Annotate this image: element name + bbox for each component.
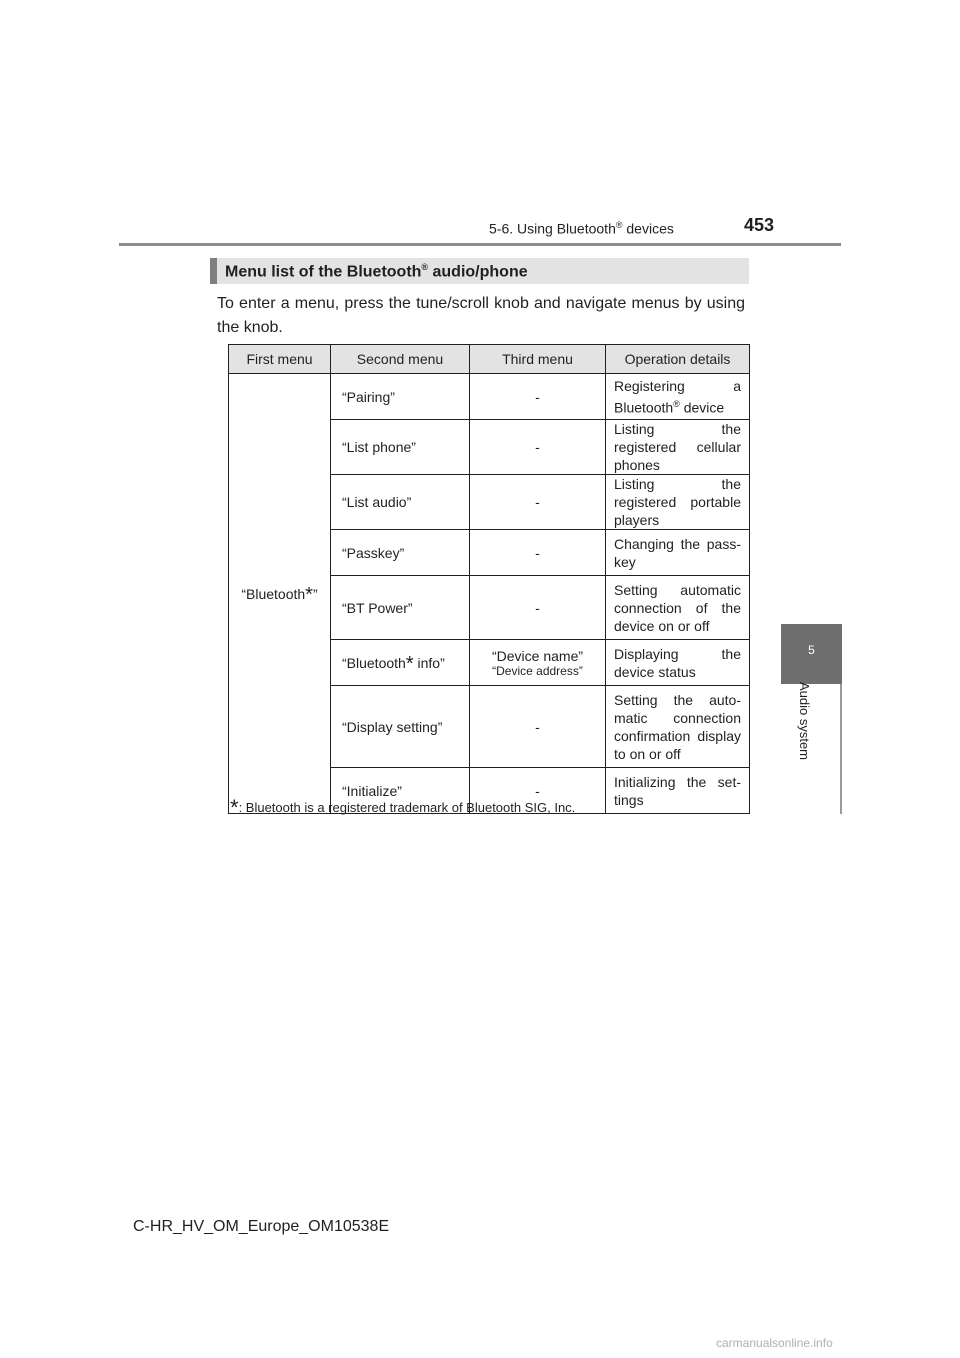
third-menu-cell: - <box>470 530 606 576</box>
chapter-tab-line <box>840 684 842 814</box>
header-third-menu: Third menu <box>470 345 606 374</box>
device-name-label: “Device name” <box>491 647 584 664</box>
details-cell: Displaying the device status <box>606 640 750 686</box>
third-menu-cell <box>470 640 606 686</box>
first-menu-cell: “Bluetooth*” <box>229 374 331 814</box>
third-menu-cell: - <box>470 374 606 420</box>
second-menu-cell: “Passkey” <box>331 530 470 576</box>
footnote: *: Bluetooth is a registered trademark of Bluetooth SIG, Inc. <box>230 795 576 820</box>
page-number: 453 <box>743 215 774 235</box>
chapter-label: Audio system <box>797 681 812 761</box>
second-menu-cell: “BT Power” <box>331 576 470 640</box>
header-operation-details: Operation details <box>606 345 750 374</box>
third-menu-cell: - <box>470 475 606 530</box>
header-second-menu: Second menu <box>331 345 470 374</box>
details-cell: Listing the registered portable players <box>606 475 750 530</box>
second-menu-cell: “List audio” <box>331 475 470 530</box>
details-cell: Initializing the set-tings <box>606 768 750 814</box>
third-menu-cell: - <box>470 576 606 640</box>
chapter-number: 5 <box>808 643 815 657</box>
details-cell: Setting the auto-matic connection confirmation display to on or off <box>606 686 750 768</box>
header-rule <box>119 243 841 246</box>
header-section-title: 5-6. Using Bluetooth® devices <box>489 220 674 237</box>
section-title: Menu list of the Bluetooth® audio/phone <box>225 262 528 281</box>
details-cell: Listing the registered cellular phones <box>606 420 750 475</box>
details-cell: Changing the pass-key <box>606 530 750 576</box>
second-menu-cell: “Pairing” <box>331 374 470 420</box>
details-cell: Registering a Bluetooth® device <box>606 374 750 420</box>
intro-paragraph: To enter a menu, press the tune/scroll knob and navigate menus by using the knob. <box>217 295 745 336</box>
table-header-row <box>229 345 750 374</box>
second-menu-cell: “List phone” <box>331 420 470 475</box>
second-menu-cell: “Bluetooth* info” <box>331 640 470 686</box>
table-row <box>229 374 750 420</box>
details-cell: Setting automatic connection of the device on or off <box>606 576 750 640</box>
document-code: C-HR_HV_OM_Europe_OM10538E <box>133 1218 390 1235</box>
third-menu-cell: - <box>470 686 606 768</box>
second-menu-cell: “Initialize” <box>331 768 470 814</box>
section-heading-accent <box>210 258 217 284</box>
third-menu-cell: - <box>470 420 606 475</box>
third-menu-cell: - <box>470 768 606 814</box>
menu-table <box>228 344 750 820</box>
device-address-label: “Device address” <box>492 663 583 678</box>
watermark: carmanualsonline.info <box>716 1336 833 1350</box>
second-menu-cell: “Display setting” <box>331 686 470 768</box>
header-first-menu: First menu <box>229 345 331 374</box>
